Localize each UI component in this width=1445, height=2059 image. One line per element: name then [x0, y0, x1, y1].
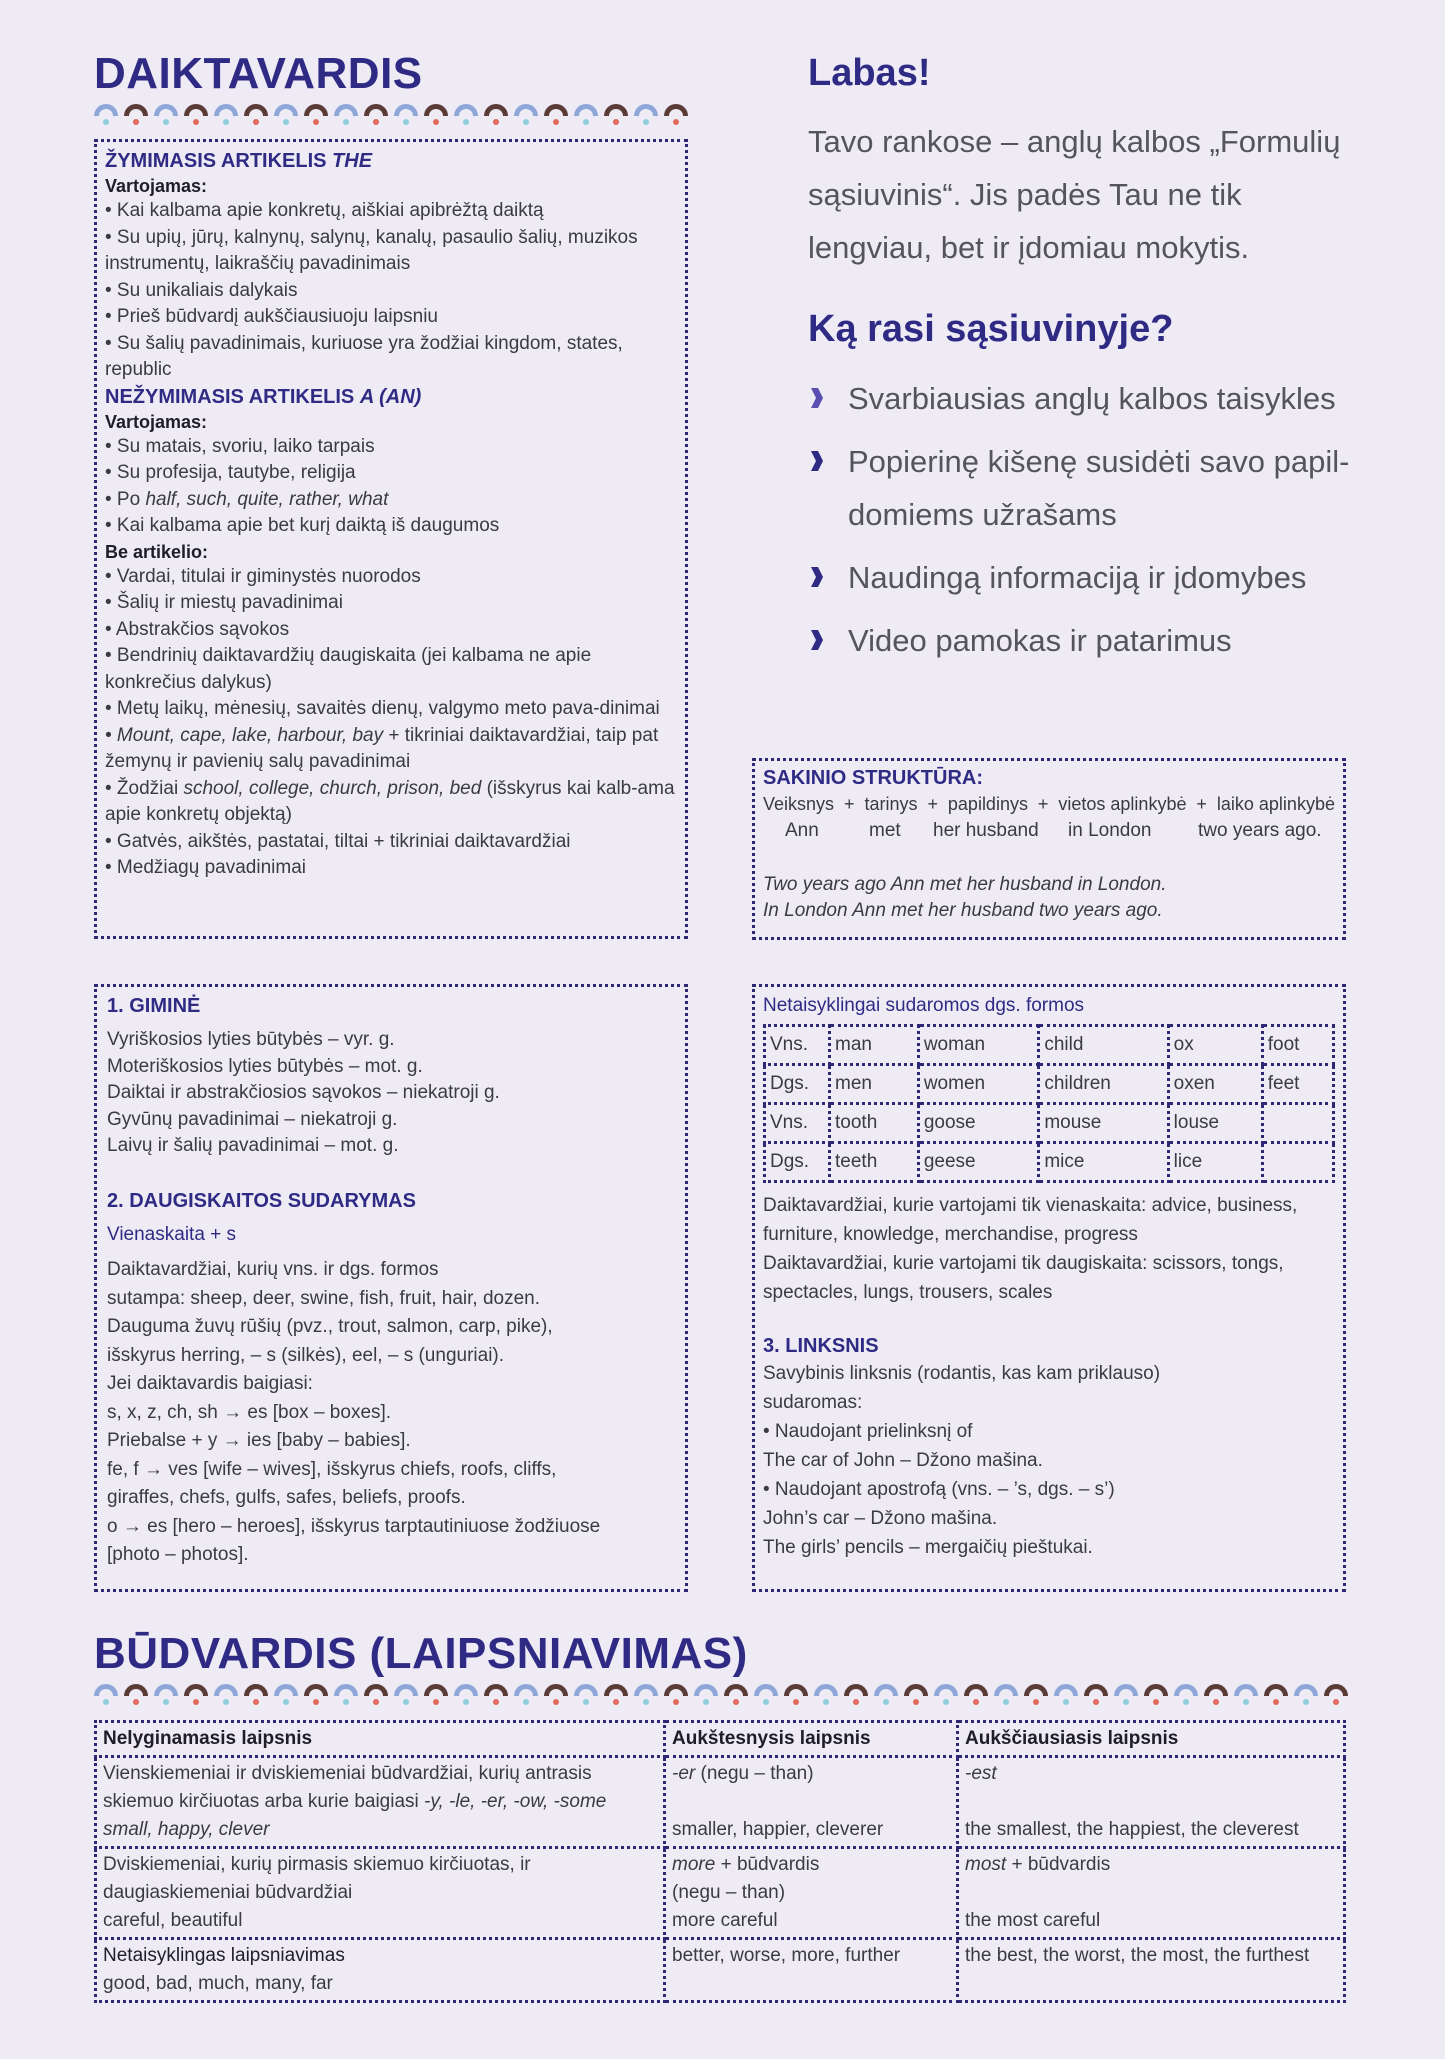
arch-ornament-icon [994, 1684, 1018, 1706]
arch-ornament-icon [664, 1684, 688, 1706]
arch-ornament-icon [1264, 1684, 1288, 1706]
no-article-label: Be artikelio: [105, 541, 209, 562]
list-item: • Bendrinių daiktavardžių daugiskaita (jei kalbama ne apie konkrečius dalykus) [105, 645, 592, 693]
list-item: • Abstrakčios sąvokos [105, 618, 290, 640]
arch-ornament-icon [1024, 1684, 1048, 1706]
list-item: • Su upių, jūrų, kalnynų, salynų, kanalų, pasaulio šalių, muzikos instrumentų, laikraščių pavadinimais [105, 226, 638, 274]
gender-heading: 1. GIMINĖ [107, 995, 201, 1017]
list-item: • Kai kalbama apie konkretų, aiškiai apibrėžtą daiktą [105, 200, 544, 221]
list-item: • Gatvės, aikštės, pastatai, tiltai + tikriniai daiktavardžiai [105, 830, 571, 852]
arch-ornament-icon [274, 104, 298, 126]
arch-ornament-icon [154, 104, 178, 126]
arch-ornament-icon [394, 1684, 418, 1706]
no-article-items-list [105, 564, 677, 882]
arch-ornament-icon [424, 1684, 448, 1706]
adjective-section-title: BŪDVARDIS (LAIPSNIAVIMAS) [94, 1629, 748, 1678]
arch-ornament-icon [214, 104, 238, 126]
chevron-right-icon [808, 629, 830, 651]
list-item: • Prieš būdvardį aukščiausiuoju laipsniu [105, 306, 439, 327]
arch-ornament-icon [124, 1684, 148, 1706]
table-row: Vns. tooth goose mouse louse [765, 1103, 1334, 1142]
list-item: • Su matais, svoriu, laiko tarpais [105, 435, 375, 457]
arch-ornament-icon [604, 1684, 628, 1706]
table-row: Vienskiemeniai ir dviskiemeniai būdvardžiai, kurių antrasis skiemuo kirčiuotas arba kurie baigiasi -y, -le, -er, -ow, -some small, happy, clever -er (negu – than) smaller, happier, cleverer -est the smallest, the happiest, the cleverest [96, 1757, 1345, 1848]
list-item: • Su unikaliais dalykais [105, 279, 298, 301]
gender-list [107, 1027, 675, 1160]
arch-ornament-icon [334, 1684, 358, 1706]
arch-ornament-icon [424, 104, 448, 126]
plural-lines: Daiktavardžiai, kurių vns. ir dgs. formos sutampa: sheep, deer, swine, fish, fruit, hair, dozen. Dauguma žuvų rūšių (pvz., trout, salmon, carp, pike), išskyrus herring, – s (silkės), eel, – s (unguriai). Jei daiktavardis baigiasi: s, x, z, ch, sh → es [box – boxes]. Priebalse + y → ies [baby – babies]. fe, f → ves [wife – wives], išskyrus chiefs, roofs, cliffs, giraffes, chefs, gulfs, safes, beliefs, proofs. o → es [hero – heroes], išskyrus tarptautiniuose žodžiuose [photo – photos]. [107, 1259, 601, 1565]
table-row: Dgs. teeth geese mice lice [765, 1142, 1334, 1181]
list-item: • Metų laikų, mėnesių, savaitės dienų, valgymo meto pava-dinimai [105, 698, 660, 719]
sentence-structure-box [752, 758, 1346, 940]
arch-ornament-icon [604, 104, 628, 126]
arch-ornament-icon [364, 104, 388, 126]
arch-ornament-icon [244, 1684, 268, 1706]
arch-ornament-icon [214, 1684, 238, 1706]
decorative-arch-border [94, 1684, 1350, 1706]
arch-ornament-icon [904, 1684, 928, 1706]
plural-rule: Vienaskaita + s [107, 1223, 237, 1245]
table-row: Dviskiemeniai, kurių pirmasis skiemuo kirčiuotas, ir daugiaskiemeniai būdvardžiai careful, beautiful more + būdvardis (negu – than) more careful most + būdvardis the most careful [96, 1848, 1345, 1939]
sentence-example: Ann met her husband in London two years ago. [785, 819, 1322, 841]
arch-ornament-icon [544, 1684, 568, 1706]
arch-ornament-icon [694, 1684, 718, 1706]
arch-ornament-icon [94, 1684, 118, 1706]
arch-ornament-icon [574, 1684, 598, 1706]
arch-ornament-icon [634, 1684, 658, 1706]
arch-ornament-icon [634, 104, 658, 126]
feature-item: Svarbiausias anglų kalbos taisykles [808, 372, 1368, 425]
arch-ornament-icon [1234, 1684, 1258, 1706]
list-item: • Vardai, titulai ir giminystės nuorodos [105, 565, 421, 587]
arch-ornament-icon [124, 104, 148, 126]
arch-ornament-icon [724, 1684, 748, 1706]
case-heading: 3. LINKSNIS [763, 1334, 879, 1357]
arch-ornament-icon [244, 104, 268, 126]
table-row: Dgs. men women children oxen feet [765, 1064, 1334, 1103]
arch-ornament-icon [754, 1684, 778, 1706]
irregular-plurals-heading: Netaisyklingai sudaromos dgs. formos [763, 995, 1085, 1016]
sentence-variant: In London Ann met her husband two years ago. [763, 900, 1163, 921]
list-item: Moteriškosios lyties būtybės – mot. g. [107, 1055, 423, 1077]
sentence-structure-heading: SAKINIO STRUKTŪRA: [763, 767, 983, 789]
list-item: • Su profesija, tautybe, religija [105, 462, 356, 483]
irregular-case-box [752, 984, 1346, 1592]
gender-plural-box [94, 984, 688, 1592]
arch-ornament-icon [454, 104, 478, 126]
arch-ornament-icon [304, 104, 328, 126]
arch-ornament-icon [844, 1684, 868, 1706]
arch-ornament-icon [814, 1684, 838, 1706]
arch-ornament-icon [1144, 1684, 1168, 1706]
chevron-right-icon [808, 566, 830, 588]
arch-ornament-icon [1054, 1684, 1078, 1706]
arch-ornament-icon [1324, 1684, 1348, 1706]
definite-items-list [105, 198, 677, 384]
chevron-right-icon [808, 387, 830, 409]
arch-ornament-icon [334, 104, 358, 126]
definite-article-heading: ŽYMIMASIS ARTIKELIS THE [105, 150, 373, 172]
list-item: • Šalių ir miestų pavadinimai [105, 592, 343, 613]
arch-ornament-icon [184, 1684, 208, 1706]
list-item: • Su šalių pavadinimais, kuriuose yra žodžiai kingdom, states, republic [105, 332, 623, 380]
list-item: Gyvūnų pavadinimai – niekatroji g. [107, 1108, 398, 1130]
greeting-heading: Labas! [808, 52, 931, 94]
table-header-row: Nelyginamasis laipsnis Aukštesnysis laipsnis Aukščiausiasis laipsnis [96, 1722, 1345, 1757]
definite-used-label: Vartojamas: [105, 176, 208, 196]
indefinite-items-list [105, 434, 677, 540]
list-item: Vyriškosios lyties būtybės – vyr. g. [107, 1029, 395, 1050]
arch-ornament-icon [1114, 1684, 1138, 1706]
sentence-parts: Veiksnys + tarinys + papildinys + vietos aplinkybė + laiko aplinkybė [763, 794, 1335, 814]
list-item: • Medžiagų pavadinimai [105, 857, 306, 878]
feature-item: Video pamokas ir patarimus [808, 614, 1368, 667]
list-item: • Žodžiai school, college, church, prison, bed (išskyrus kai kalb-ama apie konkretų objektą) [105, 777, 675, 825]
plural-heading: 2. DAUGISKAITOS SUDARYMAS [107, 1189, 416, 1212]
feature-item: Popierinę kišenę susidėti savo papil-domiems užrašams [808, 435, 1368, 541]
noun-section-title: DAIKTAVARDIS [94, 49, 423, 98]
arch-ornament-icon [274, 1684, 298, 1706]
arch-ornament-icon [454, 1684, 478, 1706]
arch-ornament-icon [394, 104, 418, 126]
list-item: Daiktai ir abstrakčiosios sąvokos – niekatroji g. [107, 1082, 500, 1103]
list-item: Laivų ir šalių pavadinimai – mot. g. [107, 1135, 399, 1156]
arch-ornament-icon [184, 104, 208, 126]
arch-ornament-icon [1294, 1684, 1318, 1706]
contents-heading: Ką rasi sąsiuvinyje? [808, 308, 1174, 350]
chevron-right-icon [808, 450, 830, 472]
intro-paragraph: Tavo rankose – anglų kalbos „Formulių sąsiuvinis“. Jis padės Tau ne tik lengviau, bet ir įdomiau mokytis. [808, 124, 1341, 265]
plural-only-note: Daiktavardžiai, kurie vartojami tik daugiskaita: scissors, tongs, spectacles, lungs, trousers, scales [763, 1252, 1284, 1303]
arch-ornament-icon [1174, 1684, 1198, 1706]
indefinite-used-label: Vartojamas: [105, 411, 208, 432]
arch-ornament-icon [934, 1684, 958, 1706]
case-lines: Savybinis linksnis (rodantis, kas kam priklauso) sudaromas: • Naudojant prielinksnį of The car of John – Džono mašina. • Naudojant apostrofą (vns. – ’s, dgs. – s’) John’s car – Džono mašina. The girls’ pencils – mergaičių pieštukai. [763, 1362, 1161, 1558]
arch-ornament-icon [514, 1684, 538, 1706]
arch-ornament-icon [514, 104, 538, 126]
sentence-variant: Two years ago Ann met her husband in London. [763, 873, 1167, 895]
arch-ornament-icon [574, 104, 598, 126]
arch-ornament-icon [304, 1684, 328, 1706]
arch-ornament-icon [964, 1684, 988, 1706]
irregular-plurals-table [763, 1024, 1335, 1183]
arch-ornament-icon [94, 104, 118, 126]
features-list [808, 372, 1368, 667]
arch-ornament-icon [784, 1684, 808, 1706]
arch-ornament-icon [1084, 1684, 1108, 1706]
adjective-comparison-table [94, 1720, 1346, 2003]
arch-ornament-icon [154, 1684, 178, 1706]
singular-only-note: Daiktavardžiai, kurie vartojami tik vienaskaita: advice, business, furniture, knowledge, merchandise, progress [763, 1194, 1298, 1245]
arch-ornament-icon [874, 1684, 898, 1706]
feature-item: Naudingą informaciją ir įdomybes [808, 551, 1368, 604]
articles-box [94, 139, 688, 939]
list-item: • Kai kalbama apie bet kurį daiktą iš daugumos [105, 515, 500, 536]
arch-ornament-icon [364, 1684, 388, 1706]
indefinite-article-heading: NEŽYMIMASIS ARTIKELIS A (AN) [105, 385, 422, 408]
arch-ornament-icon [664, 104, 688, 126]
decorative-arch-border [94, 104, 690, 126]
arch-ornament-icon [484, 104, 508, 126]
list-item: • Mount, cape, lake, harbour, bay + tikriniai daiktavardžiai, taip pat žemynų ir pavienių salų pavadinimai [105, 724, 659, 772]
table-row: Netaisyklingas laipsniavimas good, bad, much, many, far better, worse, more, further the best, the worst, the most, the furthest [96, 1939, 1345, 2002]
arch-ornament-icon [544, 104, 568, 126]
arch-ornament-icon [484, 1684, 508, 1706]
list-item: • Po half, such, quite, rather, what [105, 488, 389, 510]
table-row: Vns. man woman child ox foot [765, 1025, 1334, 1064]
arch-ornament-icon [1204, 1684, 1228, 1706]
